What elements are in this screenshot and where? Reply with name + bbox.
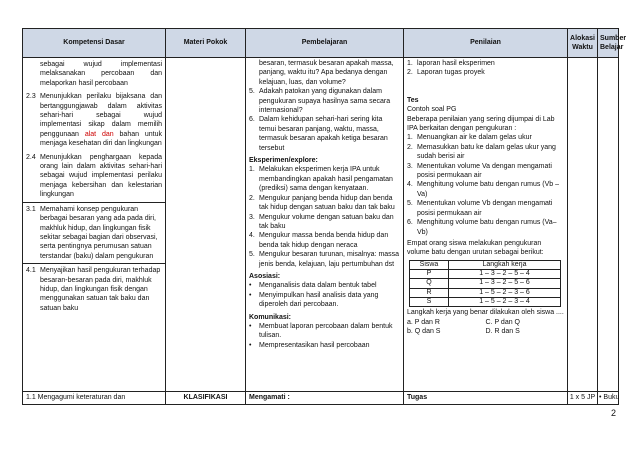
header-materi: Materi Pokok [166,29,246,58]
langkah-kerja-table [409,260,561,307]
penilaian-top-list [407,59,564,78]
answer-option-d: D. R dan S [485,328,520,336]
answer-option-b: b. Q dan S [407,328,441,336]
table-cell: 1 – 3 – 2 – 5 – 6 [449,279,561,288]
list-item [407,218,564,237]
kd-2-3 [26,90,162,150]
item-number: 4. [407,181,413,189]
penilaian-question: Empat orang siswa melakukan pengukuran volume batu dengan urutan sebagai berikut: [407,239,544,257]
item-number: 6. [407,219,413,227]
table-cell: 1 – 5 – 2 – 3 – 4 [449,297,561,306]
item-text: Laporan tugas proyek [417,69,485,77]
pembelajaran-cell [246,58,404,392]
kd-4-1-number: 4.1 [26,267,36,275]
kd-cell [23,58,166,392]
bullet-icon: • [599,394,602,401]
list-item [407,180,564,199]
kd-continuation-text: sebagai wujud implementasi melaksanakan percobaan dan melaporkan hasil percobaan [40,61,162,87]
table-cell: 1 – 3 – 2 – 5 – 4 [449,270,561,279]
alokasi-cell [568,58,598,392]
eksperimen-heading: Eksperimen/explore: [249,157,318,165]
next-row [23,392,619,405]
kd-4-1-text: Menyajikan hasil pengukuran terhadap besaran-besaran pada diri, makhluk hidup, dan lingkungan fisik dengan menggunakan satuan tak baku dan satuan baku [40,267,161,312]
tes-heading: Tes [407,96,419,104]
bullet-icon: • [249,282,252,290]
item-text: Menganalisis data dalam bentuk tabel [259,282,377,290]
item-text: Mengukur besaran turunan, misalnya: massa jenis benda, kelajuan, laju pertumbuhan dst [259,251,400,268]
contoh-soal: Contoh soal PG [407,106,457,114]
header-penilaian: Penilaian [404,29,568,58]
list-item [249,281,400,290]
next-kd: 1.1 Mengagumi keteraturan dan [23,392,166,405]
list-item [249,231,400,250]
list-item [249,250,400,269]
pembelajaran-continuation: besaran, termasuk besaran apakah massa, panjang, waktu itu? Apa bedanya dengan kelajuan, luas, dan volume? [259,60,394,86]
item-number: 2. [407,69,413,77]
list-item [407,68,564,77]
kd-2-4 [26,151,162,202]
table-header-row [410,260,561,269]
list-item [249,194,400,213]
next-sumber-text: Buku [603,394,620,401]
item-text: Menghitung volume batu dengan rumus (Va–Vb) [417,219,557,236]
asosiasi-list [249,281,400,309]
item-number: 6. [249,116,255,124]
after-table-text: Langkah kerja yang benar dilakukan oleh siswa .... [407,309,564,317]
komunikasi-list [249,322,400,350]
answer-option-a: a. P dan R [407,318,440,326]
list-item [249,165,400,193]
item-text: Mengukur panjang benda hidup dan benda tak hidup dengan satuan baku dan tak baku [259,194,395,212]
header-pembelajaran: Pembelajaran [246,29,404,58]
kd-4-1 [26,264,162,315]
item-text: Menentukan volume Va dengan mengamati posisi permukaan air [417,162,552,180]
table-head-siswa: Siswa [410,260,449,269]
item-text: Membuat laporan percobaan dalam bentuk tulisan. [259,322,393,340]
next-sumber [598,392,619,405]
item-number: 1. [407,60,413,67]
list-item [407,133,564,142]
item-text: laporan hasil eksperimen [417,60,495,67]
next-penilaian: Tugas [404,392,568,405]
eksperimen-list [249,165,400,268]
item-text: Mempresentasikan hasil percobaan [259,341,370,349]
item-text: Menghitung volume batu dengan rumus (Vb – Va) [417,181,560,198]
pembelajaran-questions [249,59,400,153]
kd-3-1 [26,203,162,263]
table-row [410,288,561,297]
table-cell: S [410,297,449,306]
kd-2-3-text: Menunjukkan perilaku bijaksana dan bertanggungjawab dalam aktivitas sehari-hari sebagai wujud implementasi sikap dalam memilih penggunaan [40,93,162,138]
page-number: 2 [610,408,616,418]
item-number: 3. [249,213,255,221]
item-text: Mengukur massa benda benda hidup dan benda tak hidup dengan neraca [259,232,389,249]
table-cell: Q [410,279,449,288]
kd-2-4-number: 2.4 [26,153,36,161]
list-item [249,291,400,310]
header-sumber: Sumber Belajar [598,29,619,58]
answer-options-row-2 [407,327,564,336]
syllabus-table [22,28,627,405]
kd-2-3-text-end: bahan untuk menjaga kesehatan diri dan lingkungan [40,130,162,148]
item-number: 2. [249,194,255,202]
table-cell: P [410,270,449,279]
asosiasi-heading: Asosiasi: [249,272,281,280]
kd-continuation [26,58,162,90]
header-row [23,29,619,58]
item-number: 5. [249,251,255,259]
item-text: Melakukan eksperimen kerja IPA untuk membandingkan apakah hasil pengamatan (prediksi) sama dengan kenyataan. [259,166,393,193]
item-number: 4. [249,232,255,240]
list-item [249,341,400,350]
item-number: 1. [407,134,413,142]
pembelajaran-item-6: Dalam kehidupan sehari-hari sering kita temui besaran panjang, waktu, massa, termasuk besaran apakah ketiga besaran tersebut [259,116,388,152]
penilaian-cell [404,58,568,392]
table-cell: R [410,288,449,297]
table-head-langkah: Langkah kerja [449,260,561,269]
pembelajaran-item-5: Adakah patokan yang digunakan dalam pengukuran supaya hasilnya sama secara internasional? [259,88,391,115]
list-item [249,213,400,232]
list-item [407,143,564,162]
item-number: 1. [249,166,255,174]
table-cell: 1 – 5 – 2 – 3 – 6 [449,288,561,297]
next-alokasi: 1 x 5 JP [568,392,598,405]
list-item [407,199,564,218]
list-item [407,162,564,181]
content-row [23,58,619,392]
item-text: Menyimpulkan hasil analisis data yang diperoleh dari percobaan. [259,291,379,309]
penilaian-intro: Beberapa penilaian yang sering dijumpai di Lab IPA berkaitan dengan pengukuran : [407,115,555,133]
table-row [410,270,561,279]
header-kompetensi: Kompetensi Dasar [23,29,166,58]
item-number: 5. [407,200,413,208]
kd-2-3-number: 2.3 [26,93,36,101]
sumber-cell [598,58,619,392]
materi-cell [166,58,246,392]
kd-2-4-text: Menunjukkan penghargaan kepada orang lain dalam aktivitas sehari-hari sebagai wujud implementasi perilaku menjaga kebersihan dan kelestarian lingkungan [40,153,162,199]
table-row [410,297,561,306]
komunikasi-heading: Komunikasi: [249,313,292,321]
next-pembelajaran: Mengamati : [246,392,404,405]
table-row [410,279,561,288]
answer-options-row-1 [407,318,564,327]
kd-2-3-highlight: alat dan [84,130,114,138]
item-text: Mengukur volume dengan satuan baku dan tak baku [259,213,394,230]
item-text: Menentukan volume Vb dengan mengamati posisi permukaan air [417,200,553,217]
item-number: 5. [249,88,255,96]
bullet-icon: • [249,291,252,299]
kd-3-1-number: 3.1 [26,205,36,213]
list-item [407,59,564,68]
list-item [249,322,400,341]
item-number: 3. [407,162,413,170]
bullet-icon: • [249,341,252,349]
next-materi: KLASIFIKASI [166,392,246,405]
kd-3-1-text: Memahami konsep pengukuran berbagai besaran yang ada pada diri, makhluk hidup, dan lingkungan fisik sekitar sebagai bagian dari observasi, serta pentingnya perumusan satuan terstandar (baku) dalam pengukuran [40,205,158,260]
header-alokasi: Alokasi Waktu [568,29,598,58]
bullet-icon: • [249,322,252,330]
penilaian-steps [407,133,564,236]
item-number: 2. [407,143,413,151]
item-text: Menuangkan air ke dalam gelas ukur [417,134,532,142]
answer-option-c: C. P dan Q [485,318,521,326]
item-text: Memasukkan batu ke dalam gelas ukur yang sudah berisi air [417,143,556,161]
